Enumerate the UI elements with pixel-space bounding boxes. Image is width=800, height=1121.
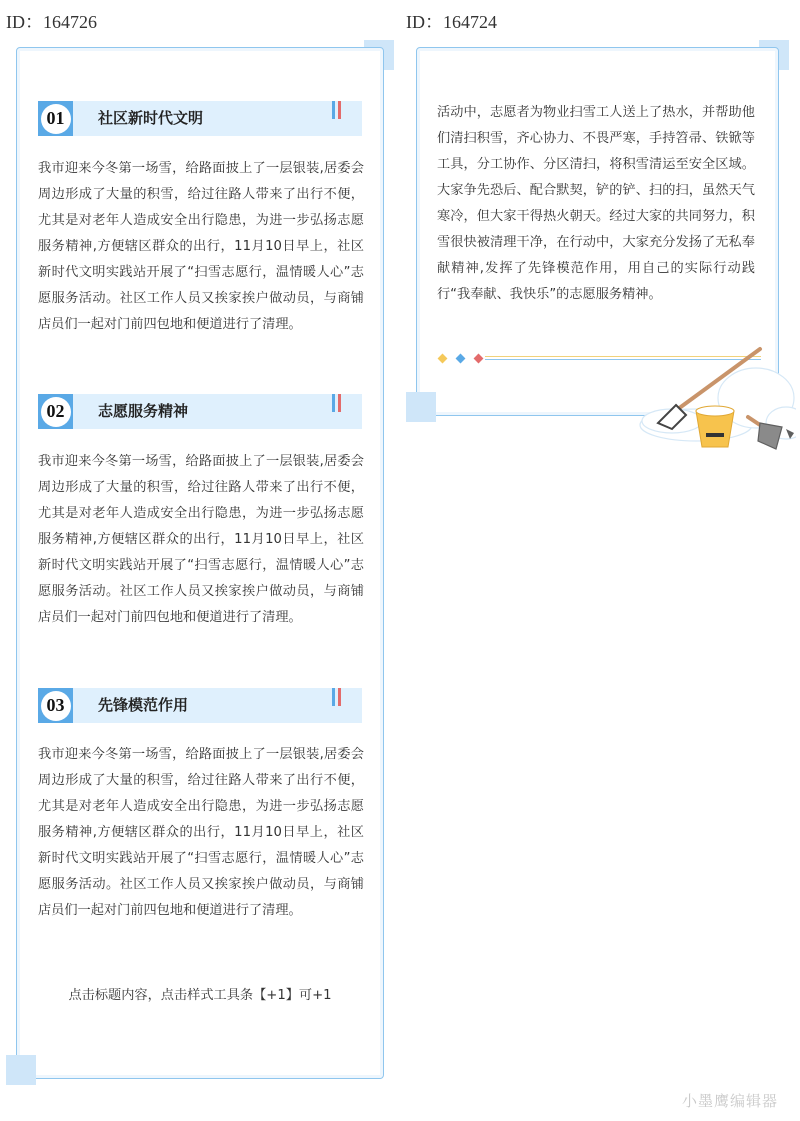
section-number-badge — [38, 394, 73, 429]
section-header-02[interactable] — [38, 394, 362, 429]
right-body: 活动中，志愿者为物业扫雪工人送上了热水，并帮助他们清扫积雪，齐心协力、不畏严寒，手持笤帚、铁锨等工具，分工协作、分区清扫，将积雪清运至安全区域。大家争先恐后、配合默契，铲的铲、扫的扫，虽然天气寒冷，但大家干得热火朝天。经过大家的共同努力，积雪很快被清理干净，在行动中，大家充分发扬了无私奉献精神,发挥了先锋模范作用，用自己的实际行动践行“我奉献、我快乐”的志愿服务精神。 — [437, 105, 755, 302]
section-body: 我市迎来今冬第一场雪，给路面披上了一层银装,居委会周边形成了大量的积雪，给过往路人带来了出行不便，尤其是对老年人造成安全出行隐患，为进一步弘扬志愿服务精神,方便辖区群众的出行，11月10日早上，社区新时代文明实践站开展了“扫雪志愿行，温情暖人心”志愿服务活动。社区工作人员又挨家挨户做动员，与商铺店员们一起对门前四包地和便道进行了清理。 — [38, 161, 364, 332]
diamond-icon — [474, 354, 484, 364]
section-body: 我市迎来今冬第一场雪，给路面披上了一层银装,居委会周边形成了大量的积雪，给过往路人带来了出行不便，尤其是对老年人造成安全出行隐患，为进一步弘扬志愿服务精神,方便辖区群众的出行，11月10日早上，社区新时代文明实践站开展了“扫雪志愿行，温情暖人心”志愿服务活动。社区工作人员又挨家挨户做动员，与商铺店员们一起对门前四包地和便道进行了清理。 — [38, 747, 364, 918]
section-number: 03 — [41, 691, 71, 721]
diamond-icon — [456, 354, 466, 364]
footer-note: 点击标题内容，点击样式工具条【+1】可+1 — [68, 988, 332, 1003]
section-number: 02 — [41, 397, 71, 427]
section-title[interactable]: 志愿服务精神 — [98, 402, 189, 420]
left-card[interactable] — [16, 47, 384, 1079]
section-title[interactable]: 先锋模范作用 — [98, 696, 189, 714]
snow-shovel-illustration — [636, 343, 796, 455]
watermark: 小墨鹰编辑器 — [681, 1092, 778, 1110]
section-number-badge — [38, 101, 73, 136]
section-body: 我市迎来今冬第一场雪，给路面披上了一层银装,居委会周边形成了大量的积雪，给过往路人带来了出行不便，尤其是对老年人造成安全出行隐患，为进一步弘扬志愿服务精神,方便辖区群众的出行，11月10日早上，社区新时代文明实践站开展了“扫雪志愿行，温情暖人心”志愿服务活动。社区工作人员又挨家挨户做动员，与商铺店员们一起对门前四包地和便道进行了清理。 — [38, 454, 364, 625]
flag-stripes-icon — [332, 394, 342, 412]
corner-square-bottom-left — [406, 392, 436, 422]
left-template-id: ID：164726 — [6, 12, 97, 32]
section-number: 01 — [41, 104, 71, 134]
bucket-icon — [696, 406, 734, 447]
section-header-01[interactable] — [38, 101, 362, 136]
right-template-id: ID：164724 — [406, 12, 497, 32]
section-header-03[interactable] — [38, 688, 362, 723]
diamond-icon — [438, 354, 448, 364]
section-number-badge — [38, 688, 73, 723]
flag-stripes-icon — [332, 688, 342, 706]
section-title[interactable]: 社区新时代文明 — [98, 109, 204, 127]
corner-square-bottom-left — [6, 1055, 36, 1085]
flag-stripes-icon — [332, 101, 342, 119]
